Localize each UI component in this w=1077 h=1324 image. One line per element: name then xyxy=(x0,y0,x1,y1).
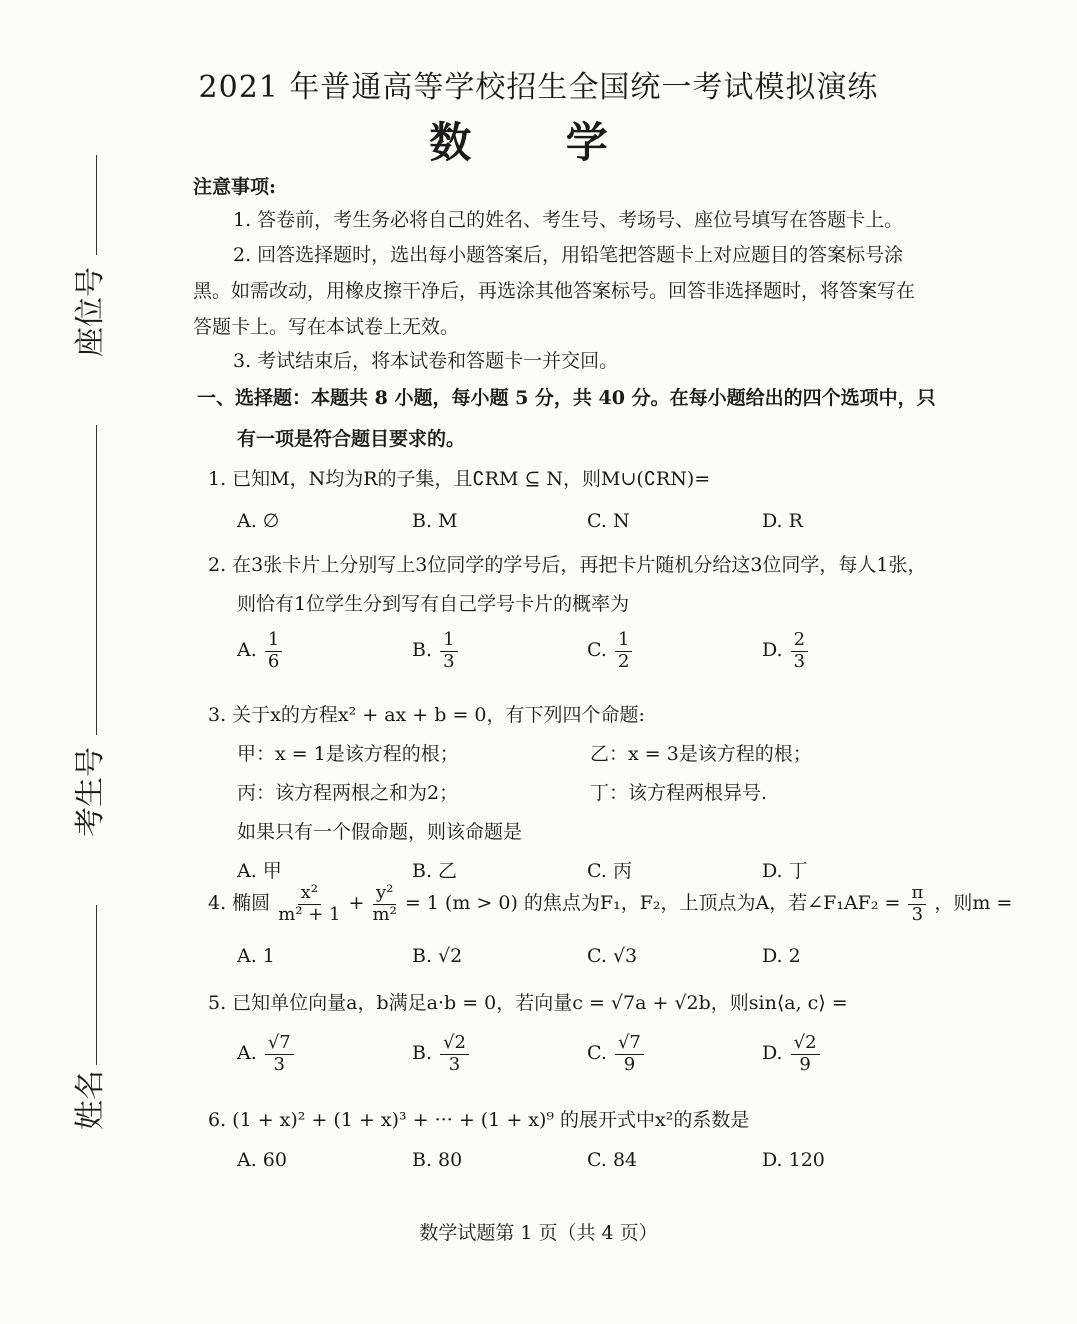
q5-a-num: √7 xyxy=(265,1033,294,1055)
q4-fraction-x xyxy=(278,883,340,925)
q2-c-num: 1 xyxy=(615,630,632,652)
q3-ask: 如果只有一个假命题，则该命题是 xyxy=(237,821,523,843)
q2-c-den: 2 xyxy=(617,650,630,672)
q2-option-c-label: C. xyxy=(587,639,607,662)
exam-title: 2021 年普通高等学校招生全国统一考试模拟演练 xyxy=(198,70,879,105)
q6-option-a: A. 60 xyxy=(237,1149,287,1171)
q3-option-c: C. 丙 xyxy=(587,860,632,882)
q2-stem-line-1: 2. 在3张卡片上分别写上3位同学的学号后，再把卡片随机分给这3位同学，每人1张， xyxy=(208,554,927,576)
q2-option-d-fraction xyxy=(791,630,808,672)
q4-plus: + xyxy=(348,892,365,915)
page-footer: 数学试题第 1 页（共 4 页） xyxy=(419,1222,658,1244)
q4-suffix: ，则m = xyxy=(934,892,1013,915)
q6-option-b: B. 80 xyxy=(412,1149,463,1171)
q2-option-d xyxy=(762,630,810,672)
q5-option-b-label: B. xyxy=(412,1042,433,1065)
q6-option-d: D. 120 xyxy=(762,1149,825,1171)
q4-option-c: C. √3 xyxy=(587,945,638,967)
q5-option-d xyxy=(762,1033,822,1075)
q4-fpi-den: 3 xyxy=(911,903,924,925)
q5-b-num: √2 xyxy=(440,1033,469,1055)
q5-a-den: 3 xyxy=(273,1053,285,1075)
q3-proposition-jia: 甲：x = 1是该方程的根； xyxy=(237,743,459,765)
q4-option-a: A. 1 xyxy=(237,945,275,967)
q2-b-num: 1 xyxy=(440,630,457,652)
notice-item-3: 3. 考试结束后，将本试卷和答题卡一并交回。 xyxy=(233,350,619,372)
q4-fx-num: x² xyxy=(298,883,321,905)
q5-d-num: √2 xyxy=(791,1033,820,1055)
q5-option-b xyxy=(412,1033,471,1075)
q5-option-a-fraction xyxy=(265,1033,294,1075)
q1-stem: 1. 已知M，N均为R的子集，且∁RM ⊆ N，则M∪(∁RN)= xyxy=(208,468,711,490)
exam-no-label: 考生号 xyxy=(73,747,108,837)
notice-item-2-line-2: 黑。如需改动，用橡皮擦干净后，再选涂其他答案标号。回答非选择题时，将答案写在 xyxy=(193,280,916,302)
q2-option-a-label: A. xyxy=(237,639,257,662)
section-1-line-1: 一、选择题：本题共 8 小题，每小题 5 分，共 40 分。在每小题给出的四个选项中，只 xyxy=(197,387,936,409)
q4-fy-den: m² xyxy=(372,903,397,925)
name-line xyxy=(96,905,97,1065)
q4-option-d: D. 2 xyxy=(762,945,801,967)
q2-d-num: 2 xyxy=(791,630,808,652)
q2-option-c xyxy=(587,630,634,672)
q3-stem: 3. 关于x的方程x² + ax + b = 0，有下列四个命题: xyxy=(208,704,645,726)
subject-title: 数 学 xyxy=(429,118,648,167)
q3-option-a: A. 甲 xyxy=(237,860,282,882)
q5-c-num: √7 xyxy=(615,1033,644,1055)
q5-option-a xyxy=(237,1033,296,1075)
q5-option-c-fraction xyxy=(615,1033,644,1075)
seat-line xyxy=(96,155,97,255)
q5-b-den: 3 xyxy=(448,1053,461,1075)
q4-stem xyxy=(208,883,1012,925)
q2-b-den: 3 xyxy=(443,650,455,672)
q2-option-b xyxy=(412,630,460,672)
q2-option-a-fraction xyxy=(265,630,282,672)
notice-item-2-line-3: 答题卡上。写在本试卷上无效。 xyxy=(193,316,460,338)
q5-option-c-label: C. xyxy=(587,1042,607,1065)
q3-proposition-ding: 丁：该方程两根异号. xyxy=(590,782,768,804)
notice-item-1: 1. 答卷前，考生务必将自己的姓名、考生号、考场号、座位号填写在答题卡上。 xyxy=(233,209,904,231)
q4-fraction-y xyxy=(373,883,397,925)
notice-heading: 注意事项: xyxy=(193,176,277,198)
q4-fraction-pi xyxy=(908,883,926,925)
q3-proposition-bing: 丙：该方程两根之和为2； xyxy=(237,782,459,804)
q2-a-den: 6 xyxy=(267,650,280,672)
q2-stem-line-2: 则恰有1位学生分到写有自己学号卡片的概率为 xyxy=(237,593,630,615)
q5-option-d-fraction xyxy=(791,1033,820,1075)
q1-option-d: D. R xyxy=(762,510,803,532)
q1-option-a: A. ∅ xyxy=(237,510,280,532)
q4-option-b: B. √2 xyxy=(412,945,463,967)
q5-stem: 5. 已知单位向量a，b满足a·b = 0，若向量c = √7a + √2b，则sin⟨a, c⟩ = xyxy=(208,992,848,1014)
notice-item-2-line-1: 2. 回答选择题时，选出每小题答案后，用铅笔把答题卡上对应题目的答案标号涂 xyxy=(233,244,904,266)
q2-d-den: 3 xyxy=(793,650,806,672)
q4-prefix: 4. 椭圆 xyxy=(208,892,271,915)
q5-c-den: 9 xyxy=(623,1053,636,1075)
q5-option-d-label: D. xyxy=(762,1042,783,1065)
q3-option-b: B. 乙 xyxy=(412,860,458,882)
q3-proposition-yi: 乙：x = 3是该方程的根； xyxy=(590,743,812,765)
q4-fx-den: m² + 1 xyxy=(278,903,341,925)
q3-option-d: D. 丁 xyxy=(762,860,808,882)
q4-fy-num: y² xyxy=(373,883,396,905)
q5-option-c xyxy=(587,1033,646,1075)
name-label: 姓名 xyxy=(73,1070,108,1130)
exam-no-line xyxy=(96,425,97,735)
q2-option-d-label: D. xyxy=(762,639,783,662)
q1-option-b: B. M xyxy=(412,510,458,532)
section-1-line-2: 有一项是符合题目要求的。 xyxy=(237,428,466,450)
q5-d-den: 9 xyxy=(799,1053,811,1075)
q5-option-a-label: A. xyxy=(237,1042,257,1065)
q2-a-num: 1 xyxy=(265,630,282,652)
q2-option-b-fraction xyxy=(440,630,457,672)
q4-mid: = 1 (m > 0) 的焦点为F₁，F₂，上顶点为A，若∠F₁AF₂ = xyxy=(404,892,901,915)
q2-option-c-fraction xyxy=(615,630,632,672)
q4-fpi-num: π xyxy=(908,883,926,905)
q1-option-c: C. N xyxy=(587,510,630,532)
q6-option-c: C. 84 xyxy=(587,1149,638,1171)
q5-option-b-fraction xyxy=(440,1033,469,1075)
seat-label: 座位号 xyxy=(73,267,108,357)
q2-option-a xyxy=(237,630,284,672)
q2-option-b-label: B. xyxy=(412,639,433,662)
q6-stem: 6. (1 + x)² + (1 + x)³ + ··· + (1 + x)⁹ 的展开式中x²的系数是 xyxy=(208,1109,750,1131)
